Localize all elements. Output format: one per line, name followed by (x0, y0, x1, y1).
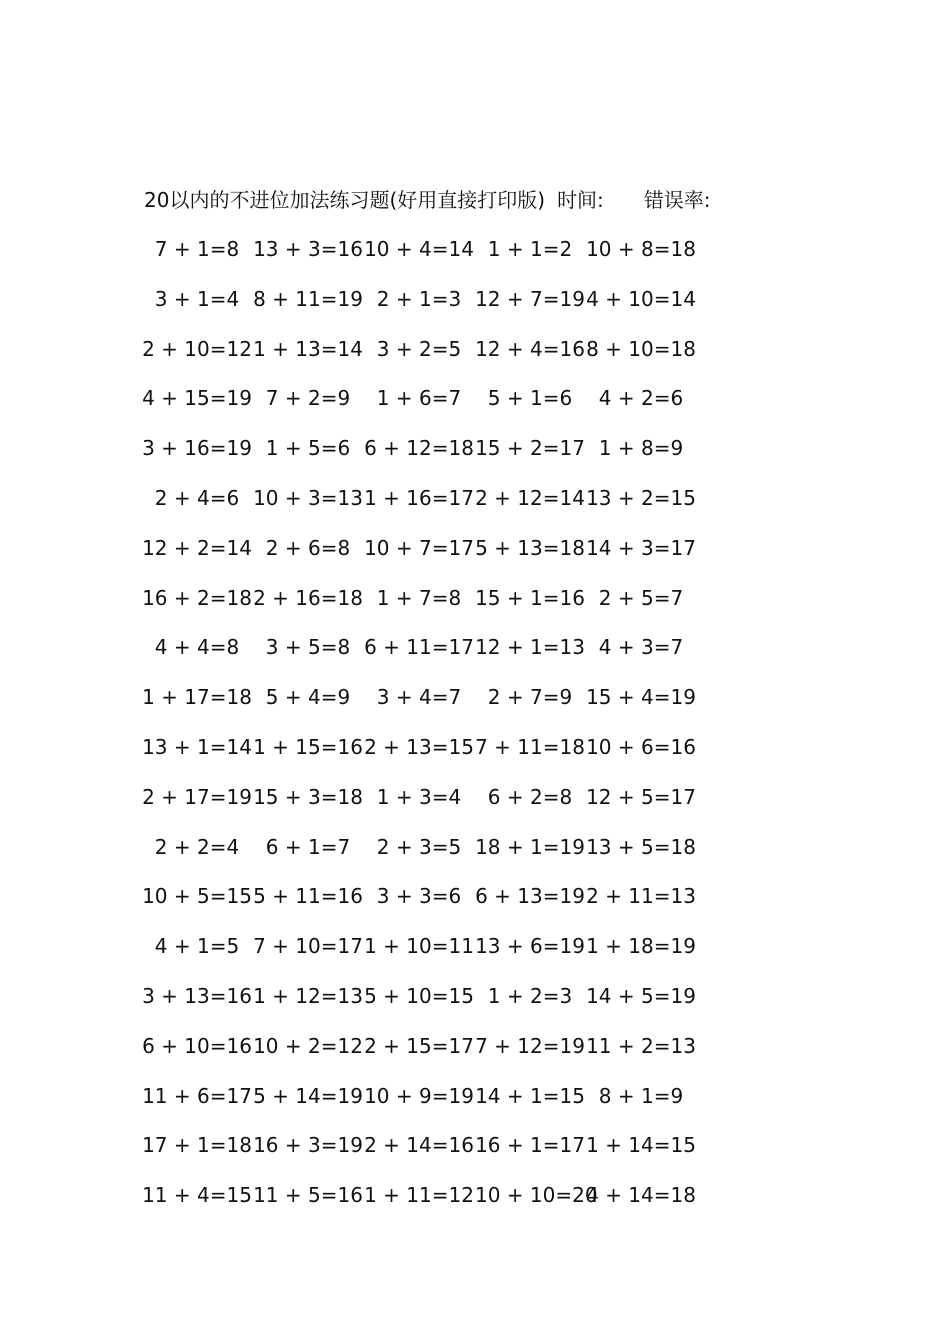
worksheet-header (144, 186, 711, 214)
problem-row (144, 734, 764, 784)
problem-row (144, 983, 764, 1033)
addition-problem: 1 + 10=11 (364, 934, 474, 959)
addition-problem: 5 + 10=15 (364, 983, 474, 1008)
addition-problem: 1 + 11=12 (364, 1183, 474, 1208)
addition-problem: 10 + 4=14 (364, 237, 474, 261)
problem-row (144, 1132, 764, 1182)
addition-problem: 3 + 2=5 (376, 336, 462, 361)
addition-problem: 5 + 1=6 (487, 386, 573, 411)
problem-row (144, 784, 764, 834)
addition-problem: 2 + 12=14 (475, 485, 585, 510)
addition-problem: 3 + 5=8 (265, 635, 351, 660)
addition-problem: 2 + 1=3 (376, 286, 462, 311)
addition-problem: 7 + 10=17 (253, 934, 363, 959)
addition-problem: 1 + 3=4 (376, 784, 462, 809)
addition-problem: 14 + 5=19 (586, 983, 696, 1008)
addition-problem: 8 + 1=9 (598, 1083, 684, 1108)
problem-row (144, 336, 764, 386)
addition-problem: 5 + 14=19 (253, 1083, 363, 1108)
addition-problem: 1 + 12=13 (253, 983, 363, 1008)
addition-problem: 2 + 5=7 (598, 585, 684, 610)
addition-problem: 18 + 1=19 (475, 834, 585, 859)
addition-problem: 2 + 17=19 (142, 784, 252, 809)
addition-problem: 16 + 2=18 (142, 585, 252, 610)
addition-problem: 16 + 3=19 (253, 1133, 363, 1158)
addition-problem: 4 + 15=19 (142, 386, 252, 411)
problem-row (144, 485, 764, 535)
problem-row (144, 535, 764, 585)
addition-problem: 10 + 2=12 (253, 1033, 363, 1058)
addition-problem: 4 + 3=7 (598, 635, 684, 660)
addition-problem: 1 + 1=2 (487, 237, 573, 261)
addition-problem: 3 + 13=16 (142, 983, 252, 1008)
addition-problem: 6 + 10=16 (142, 1033, 252, 1058)
addition-problem: 10 + 7=17 (364, 535, 474, 560)
problem-row (144, 1083, 764, 1133)
addition-problem: 1 + 8=9 (598, 436, 684, 461)
addition-problem: 6 + 2=8 (487, 784, 573, 809)
addition-problem: 2 + 4=6 (154, 485, 240, 510)
addition-problem: 12 + 2=14 (142, 535, 252, 560)
addition-problem: 11 + 4=15 (142, 1183, 252, 1208)
addition-problem: 2 + 13=15 (364, 734, 474, 759)
addition-problem: 10 + 10=20 (475, 1183, 598, 1208)
addition-problem: 12 + 4=16 (475, 336, 585, 361)
addition-problem: 15 + 2=17 (475, 436, 585, 461)
addition-problem: 1 + 7=8 (376, 585, 462, 610)
addition-problem: 1 + 5=6 (265, 436, 351, 461)
addition-problem: 13 + 1=14 (142, 734, 252, 759)
addition-problem: 5 + 13=18 (475, 535, 585, 560)
addition-problem: 1 + 16=17 (364, 485, 474, 510)
addition-problem: 8 + 10=18 (586, 336, 696, 361)
addition-problem: 2 + 10=12 (142, 336, 252, 361)
addition-problem: 13 + 6=19 (475, 934, 585, 959)
addition-problem: 2 + 16=18 (253, 585, 363, 610)
addition-problem: 7 + 1=8 (154, 237, 240, 261)
addition-problem: 10 + 6=16 (586, 734, 696, 759)
addition-problem: 5 + 11=16 (253, 884, 363, 909)
addition-problem: 2 + 3=5 (376, 834, 462, 859)
addition-problem: 8 + 11=19 (253, 286, 363, 311)
addition-problem: 3 + 4=7 (376, 685, 462, 710)
addition-problem: 6 + 1=7 (265, 834, 351, 859)
addition-problem: 13 + 5=18 (586, 834, 696, 859)
problem-row (144, 286, 764, 336)
addition-problem: 10 + 3=13 (253, 485, 363, 510)
addition-problem: 5 + 4=9 (265, 685, 351, 710)
addition-problem: 2 + 11=13 (586, 884, 696, 909)
addition-problem: 4 + 2=6 (598, 386, 684, 411)
addition-problem: 1 + 13=14 (253, 336, 363, 361)
problem-row (144, 385, 764, 435)
addition-problem: 15 + 4=19 (586, 685, 696, 710)
problem-row (144, 634, 764, 684)
addition-problem: 14 + 1=15 (475, 1083, 585, 1108)
addition-problem: 11 + 5=16 (253, 1183, 363, 1208)
problem-row (144, 933, 764, 983)
addition-problem: 1 + 14=15 (586, 1133, 696, 1158)
addition-problem: 13 + 2=15 (586, 485, 696, 510)
addition-problem: 3 + 3=6 (376, 884, 462, 909)
addition-problem: 4 + 4=8 (154, 635, 240, 660)
addition-problem: 10 + 5=15 (142, 884, 252, 909)
problem-row (144, 1033, 764, 1083)
addition-problem: 13 + 3=16 (253, 237, 363, 261)
addition-problem: 6 + 13=19 (475, 884, 585, 909)
problem-row (144, 1182, 764, 1232)
addition-problem: 2 + 7=9 (487, 685, 573, 710)
addition-problem: 1 + 2=3 (487, 983, 573, 1008)
problem-row (144, 236, 764, 286)
addition-problem: 12 + 1=13 (475, 635, 585, 660)
addition-problem: 2 + 6=8 (265, 535, 351, 560)
addition-problem: 15 + 3=18 (253, 784, 363, 809)
problem-grid (144, 236, 764, 1232)
problem-row (144, 684, 764, 734)
addition-problem: 7 + 2=9 (265, 386, 351, 411)
addition-problem: 10 + 8=18 (586, 237, 696, 261)
error-rate-label: 错误率: (643, 188, 711, 212)
addition-problem: 7 + 12=19 (475, 1033, 585, 1058)
addition-problem: 3 + 1=4 (154, 286, 240, 311)
addition-problem: 1 + 15=16 (253, 734, 363, 759)
problem-row (144, 834, 764, 884)
addition-problem: 15 + 1=16 (475, 585, 585, 610)
addition-problem: 1 + 18=19 (586, 934, 696, 959)
time-label: 时间: (557, 188, 604, 212)
addition-problem: 10 + 9=19 (364, 1083, 474, 1108)
addition-problem: 7 + 11=18 (475, 734, 585, 759)
addition-problem: 4 + 14=18 (586, 1183, 696, 1208)
addition-problem: 1 + 6=7 (376, 386, 462, 411)
addition-problem: 1 + 17=18 (142, 685, 252, 710)
addition-problem: 2 + 2=4 (154, 834, 240, 859)
addition-problem: 12 + 5=17 (586, 784, 696, 809)
addition-problem: 6 + 11=17 (364, 635, 474, 660)
addition-problem: 3 + 16=19 (142, 436, 252, 461)
addition-problem: 4 + 10=14 (586, 286, 696, 311)
addition-problem: 17 + 1=18 (142, 1133, 252, 1158)
addition-problem: 2 + 14=16 (364, 1133, 474, 1158)
addition-problem: 11 + 2=13 (586, 1033, 696, 1058)
addition-problem: 6 + 12=18 (364, 436, 474, 461)
problem-row (144, 883, 764, 933)
addition-problem: 4 + 1=5 (154, 934, 240, 959)
addition-problem: 16 + 1=17 (475, 1133, 585, 1158)
addition-problem: 11 + 6=17 (142, 1083, 252, 1108)
problem-row (144, 585, 764, 635)
addition-problem: 2 + 15=17 (364, 1033, 474, 1058)
problem-row (144, 435, 764, 485)
addition-problem: 14 + 3=17 (586, 535, 696, 560)
addition-problem: 12 + 7=19 (475, 286, 585, 311)
worksheet-title: 20以内的不进位加法练习题(好用直接打印版) (144, 188, 546, 212)
